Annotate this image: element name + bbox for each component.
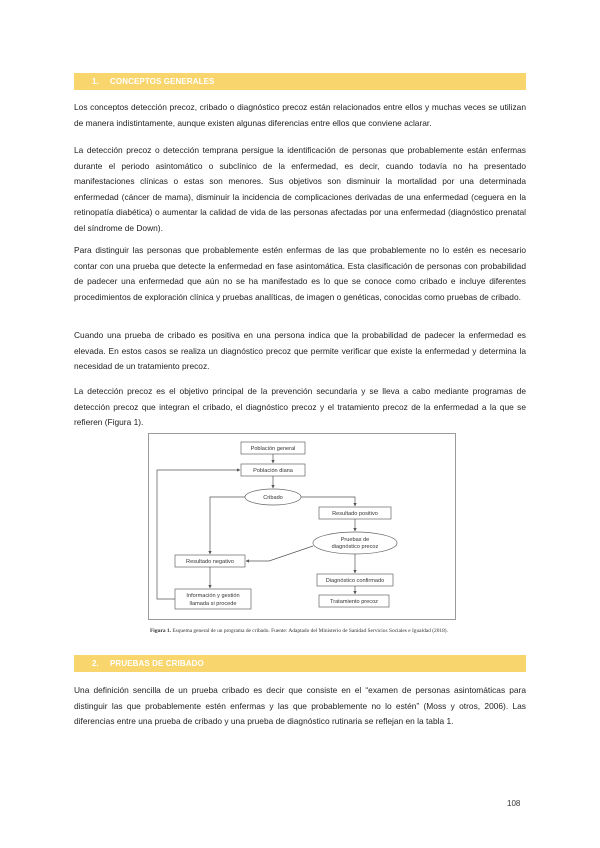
node-pruebas bbox=[313, 532, 397, 554]
label-pruebas-2: diagnóstico precoz bbox=[331, 544, 379, 550]
paragraph: La detección precoz o detección temprana persigue la identificación de personas que probablemente están enfermas durante el periodo asintomático o subclínico de la enfermedad, es decir, cuando todavía no ha presentado manifestaciones clínicas o estas son menores. Sus objetivos son disminuir la mortalidad por una determinada enfermedad (cáncer de mama), disminuir la incidencia de complicaciones derivadas de una enfermedad (ceguera en la retinopatía diabética) o aumentar la calidad de vida de las personas afectadas por una enfermedad (diagnóstico prenatal del síndrome de Down). bbox=[74, 145, 526, 233]
figure-caption bbox=[150, 628, 460, 635]
caption-text: Esquema general de un programa de cribado. Fuente: Adaptado del Ministerio de Sanidad Servicios Sociales e Igualdad (2018). bbox=[172, 628, 448, 634]
edge bbox=[301, 497, 355, 506]
label-tratamiento: Tratamiento precoz bbox=[330, 599, 378, 605]
label-poblacion-diana: Población diana bbox=[253, 468, 293, 474]
edge bbox=[210, 497, 245, 554]
section-title: PRUEBAS DE CRIBADO bbox=[110, 659, 204, 668]
label-informacion-2: llamada si procede bbox=[189, 601, 237, 607]
label-cribado: Cribado bbox=[263, 495, 283, 501]
label-poblacion-general: Población general bbox=[250, 446, 296, 452]
paragraph: Una definición sencilla de un prueba cribado es decir que consiste en el “examen de personas asintomáticas para distinguir las que probablemente estén enfermas y las que probablemente no lo estén” (Moss y otros, 2006). Las diferencias entre una prueba de cribado y una prueba de diagnóstico rutinaria se reflejan en la tabla 1. bbox=[74, 685, 526, 727]
paragraph: Cuando una prueba de cribado es positiva en una persona indica que la probabilidad de padecer la enfermedad es elevada. En estos casos se realiza un diagnóstico precoz que permite verificar que existe la enfermedad y determina la necesidad de un tratamiento precoz. bbox=[74, 330, 526, 372]
paragraph: La detección precoz es el objetivo principal de la prevención secundaria y se lleva a cabo mediante programas de detección precoz que integran el cribado, el diagnóstico precoz y el tratamiento precoz de la enfermedad a la que se refieren (Figura 1). bbox=[74, 386, 526, 428]
section-header-conceptos bbox=[74, 73, 526, 90]
caption-label: Figura 1. bbox=[150, 628, 171, 634]
label-resultado-negativo: Resultado negativo bbox=[186, 559, 234, 565]
flowchart-figure bbox=[148, 433, 456, 620]
paragraph: Para distinguir las personas que probablemente estén enfermas de las que probablemente no lo estén es necesario contar con una prueba que detecte la enfermedad en fase asintomática. Esta clasificación de personas con probabilidad de padecer una enfermedad que aún no se ha manifestado es lo que se conoce como cribado e incluye diferentes procedimientos de exploración clínica y pruebas analíticas, de imagen o genéticas, conocidas como pruebas de cribado. bbox=[74, 245, 526, 302]
label-informacion-1: Información y gestión bbox=[186, 593, 240, 599]
section-header-pruebas bbox=[74, 655, 526, 672]
section-number: 1. bbox=[92, 77, 99, 86]
edge bbox=[157, 470, 240, 599]
label-diagnostico-confirmado: Diagnóstico confirmado bbox=[325, 578, 385, 584]
page-number: 108 bbox=[507, 799, 521, 808]
section-number: 2. bbox=[92, 659, 99, 668]
flowchart-svg bbox=[149, 434, 457, 621]
edge bbox=[246, 546, 313, 561]
paragraph: Los conceptos detección precoz, cribado o diagnóstico precoz están relacionados entre ellos y muchas veces se utilizan de manera indistintamente, aunque existen algunas diferencias entre ellos que conviene aclarar. bbox=[74, 102, 526, 128]
label-resultado-positivo: Resultado positivo bbox=[332, 511, 378, 517]
label-pruebas-1: Pruebas de bbox=[340, 537, 370, 543]
section-title: CONCEPTOS GENERALES bbox=[110, 77, 215, 86]
